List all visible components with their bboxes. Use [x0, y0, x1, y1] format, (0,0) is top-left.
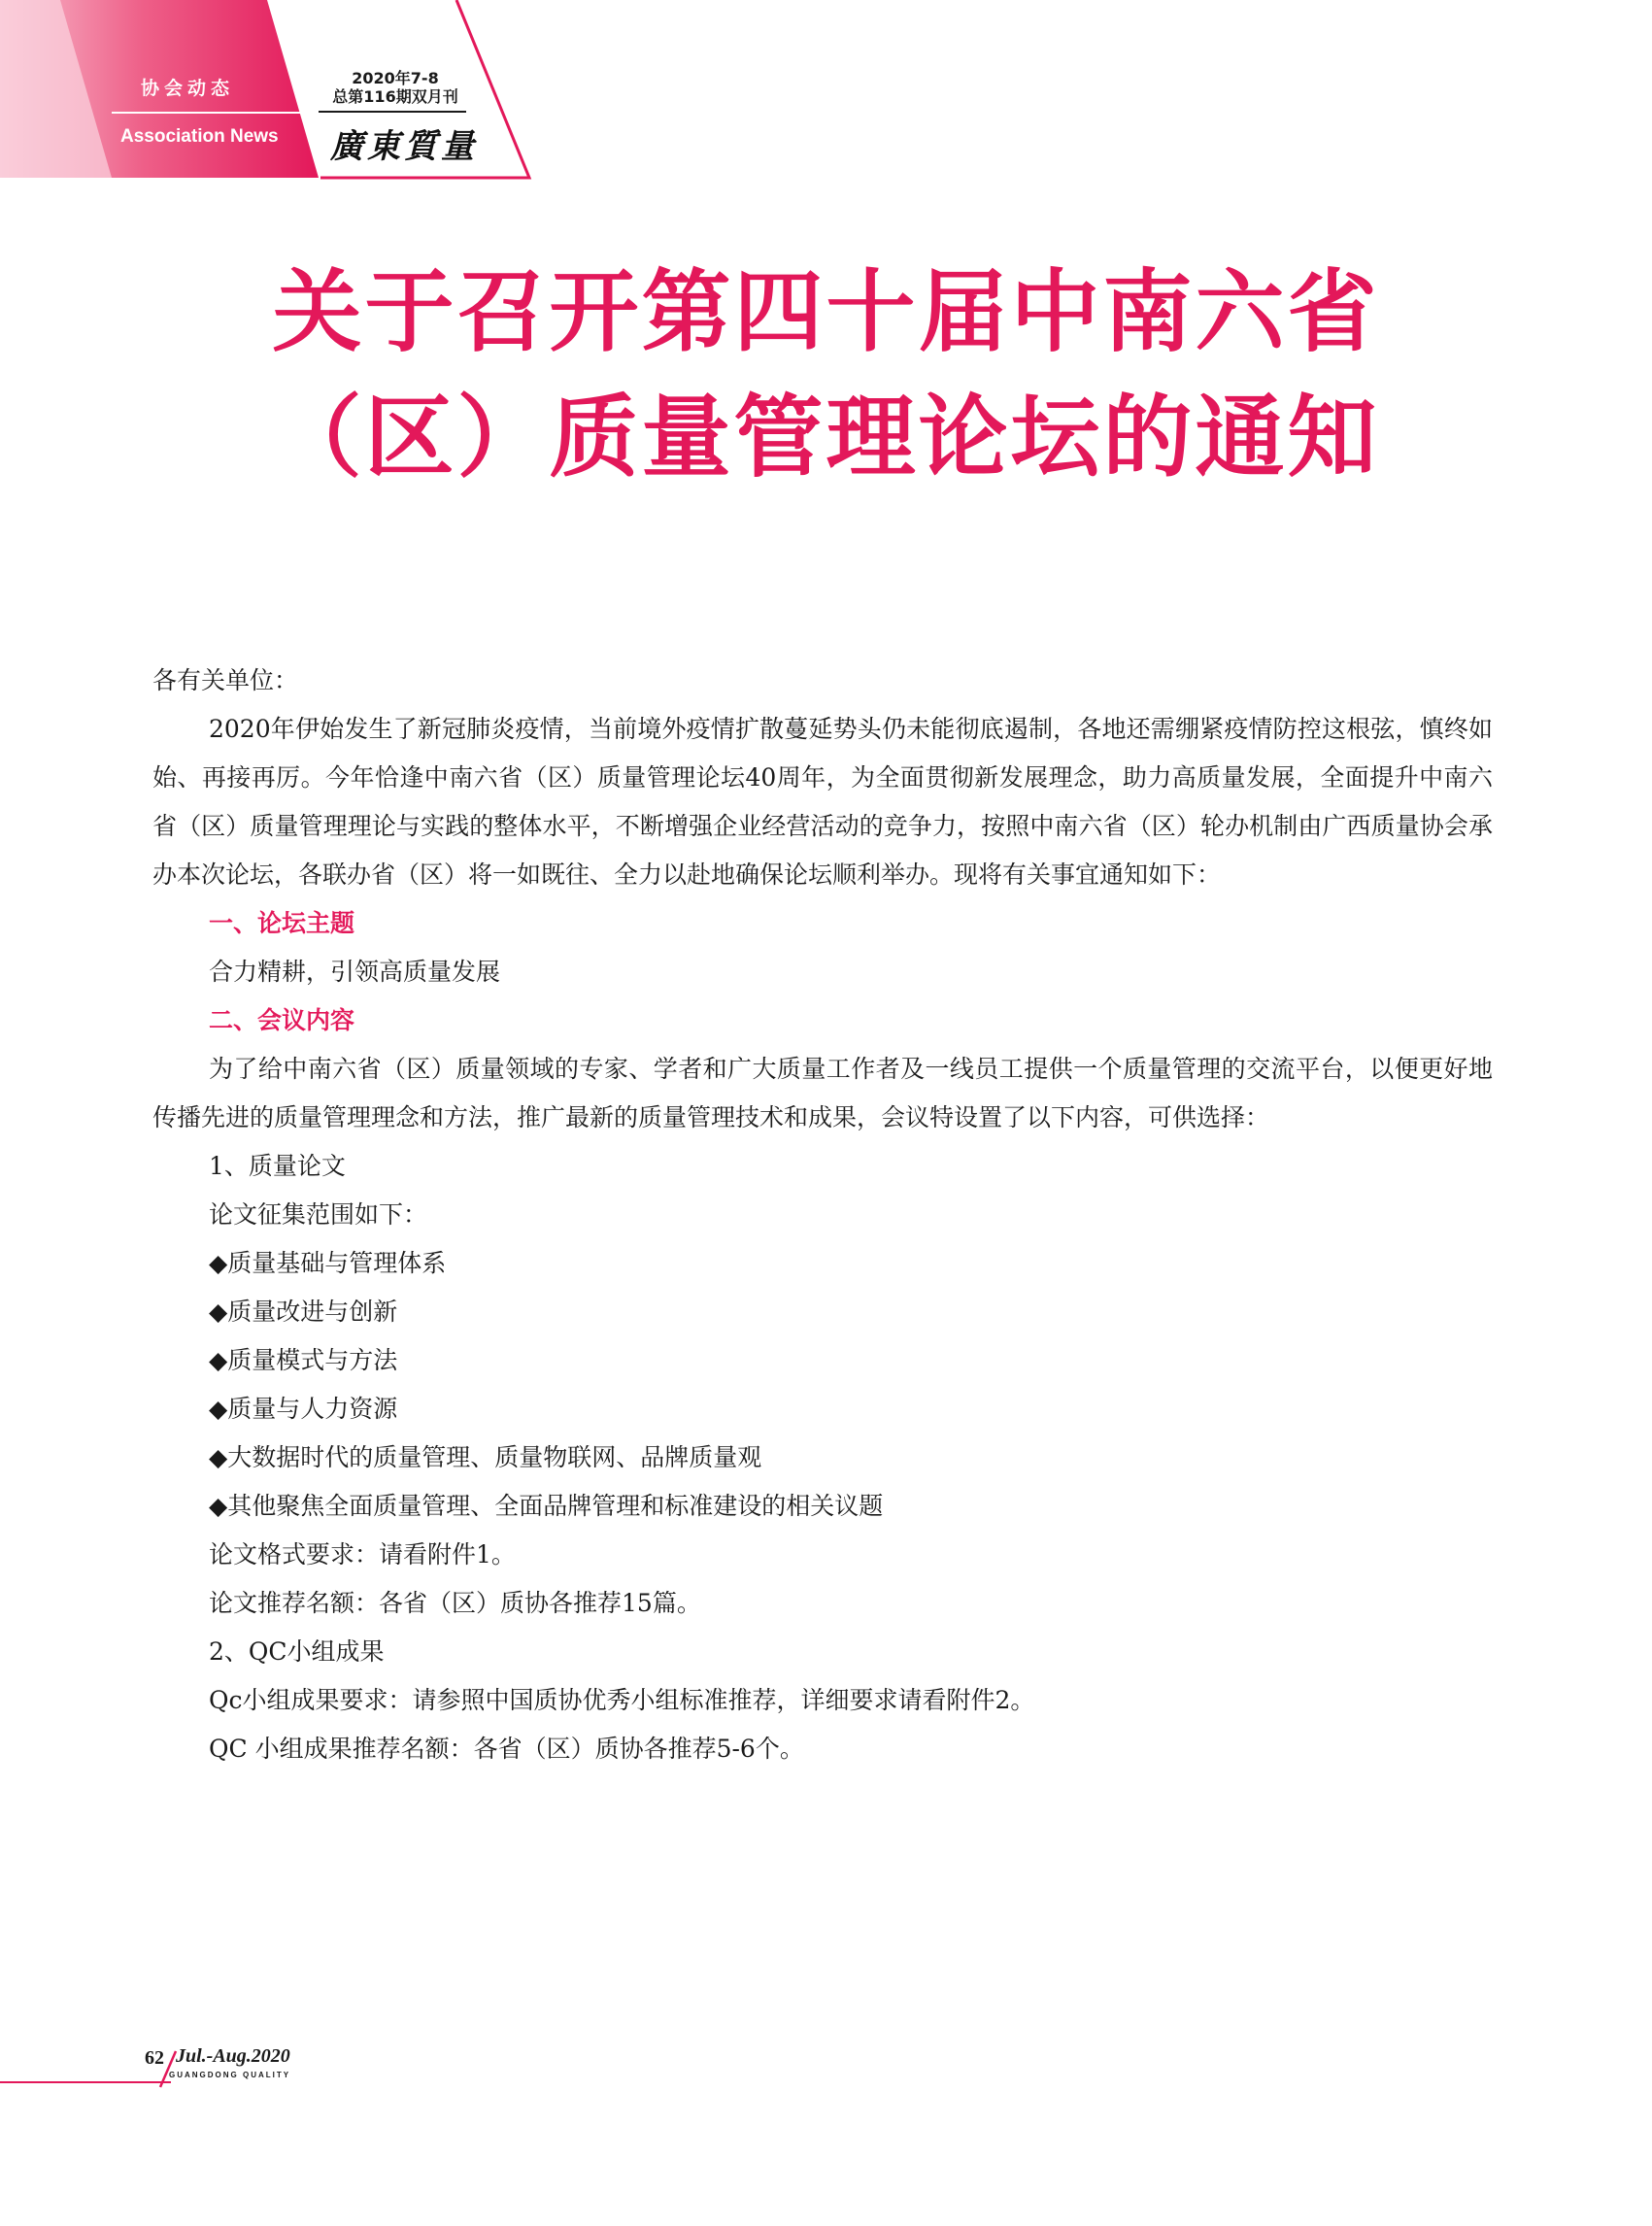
bullet-item: ◆质量改进与创新 — [209, 1298, 398, 1326]
theme-text: 合力精耕，引领高质量发展 — [209, 958, 501, 986]
article-title-line2: （区）质量管理论坛的通知 — [272, 386, 1380, 489]
content-paragraph: 为了给中南六省（区）质量领域的专家、学者和广大质量工作者及一线员工提供一个质量管理的交流平台，以便更好地传播先进的质量管理理念和方法，推广最新的质量管理技术和成果，会议特设置了以下内容，可供选择： — [152, 1055, 1493, 1131]
bullet-item: ◆质量基础与管理体系 — [209, 1249, 447, 1277]
section-label-cn: 协会动态 — [141, 78, 235, 99]
bullet-item: ◆其他聚焦全面质量管理、全面品牌管理和标准建设的相关议题 — [209, 1492, 884, 1520]
scope-label: 论文征集范围如下： — [209, 1200, 428, 1229]
article-title-line1: 关于召开第四十届中南六省 — [272, 260, 1380, 364]
section-heading-content: 二、会议内容 — [209, 1006, 355, 1034]
qc-requirement: Qc小组成果要求：请参照中国质协优秀小组标准推荐，详细要求请看附件2。 — [209, 1686, 1035, 1714]
section-heading-theme: 一、论坛主题 — [209, 909, 355, 937]
bullet-item: ◆质量模式与方法 — [209, 1346, 398, 1374]
issue-number: 总第116期双月刊 — [332, 87, 458, 106]
footer-date: Jul.-Aug.2020 — [176, 2045, 290, 2067]
bullet-item: ◆质量与人力资源 — [209, 1395, 398, 1423]
salutation: 各有关单位： — [152, 666, 299, 694]
footer-magazine-name: GUANGDONG QUALITY — [169, 2071, 291, 2079]
intro-paragraph: 2020年伊始发生了新冠肺炎疫情，当前境外疫情扩散蔓延势头仍未能彻底遏制，各地还需绷紧疫情防控这根弦，慎终如始、再接再厉。今年恰逢中南六省（区）质量管理论坛40周年，为全面贯彻新发展理念，助力高质量发展，全面提升中南六省（区）质量管理理论与实践的整体水平，不断增强企业经营活动的竞争力，按照中南六省（区）轮办机制由广西质量协会承办本次论坛，各联办省（区）将一如既往、全力以赴地确保论坛顺利举办。现将有关事宜通知如下： — [152, 715, 1493, 889]
page-number: 62 — [145, 2047, 164, 2069]
magazine-logo: 廣東質量 — [330, 127, 478, 166]
item-qc-results: 2、QC小组成果 — [209, 1637, 385, 1666]
qc-quota: QC 小组成果推荐名额：各省（区）质协各推荐5-6个。 — [209, 1735, 804, 1763]
section-label-en: Association News — [120, 126, 279, 147]
format-requirement: 论文格式要求：请看附件1。 — [209, 1540, 516, 1568]
issue-date: 2020年7-8 — [352, 69, 439, 87]
article-body — [152, 657, 1493, 1773]
bullet-item: ◆大数据时代的质量管理、质量物联网、品牌质量观 — [209, 1443, 762, 1471]
item-quality-paper: 1、质量论文 — [209, 1152, 346, 1180]
paper-quota: 论文推荐名额：各省（区）质协各推荐15篇。 — [209, 1589, 701, 1617]
